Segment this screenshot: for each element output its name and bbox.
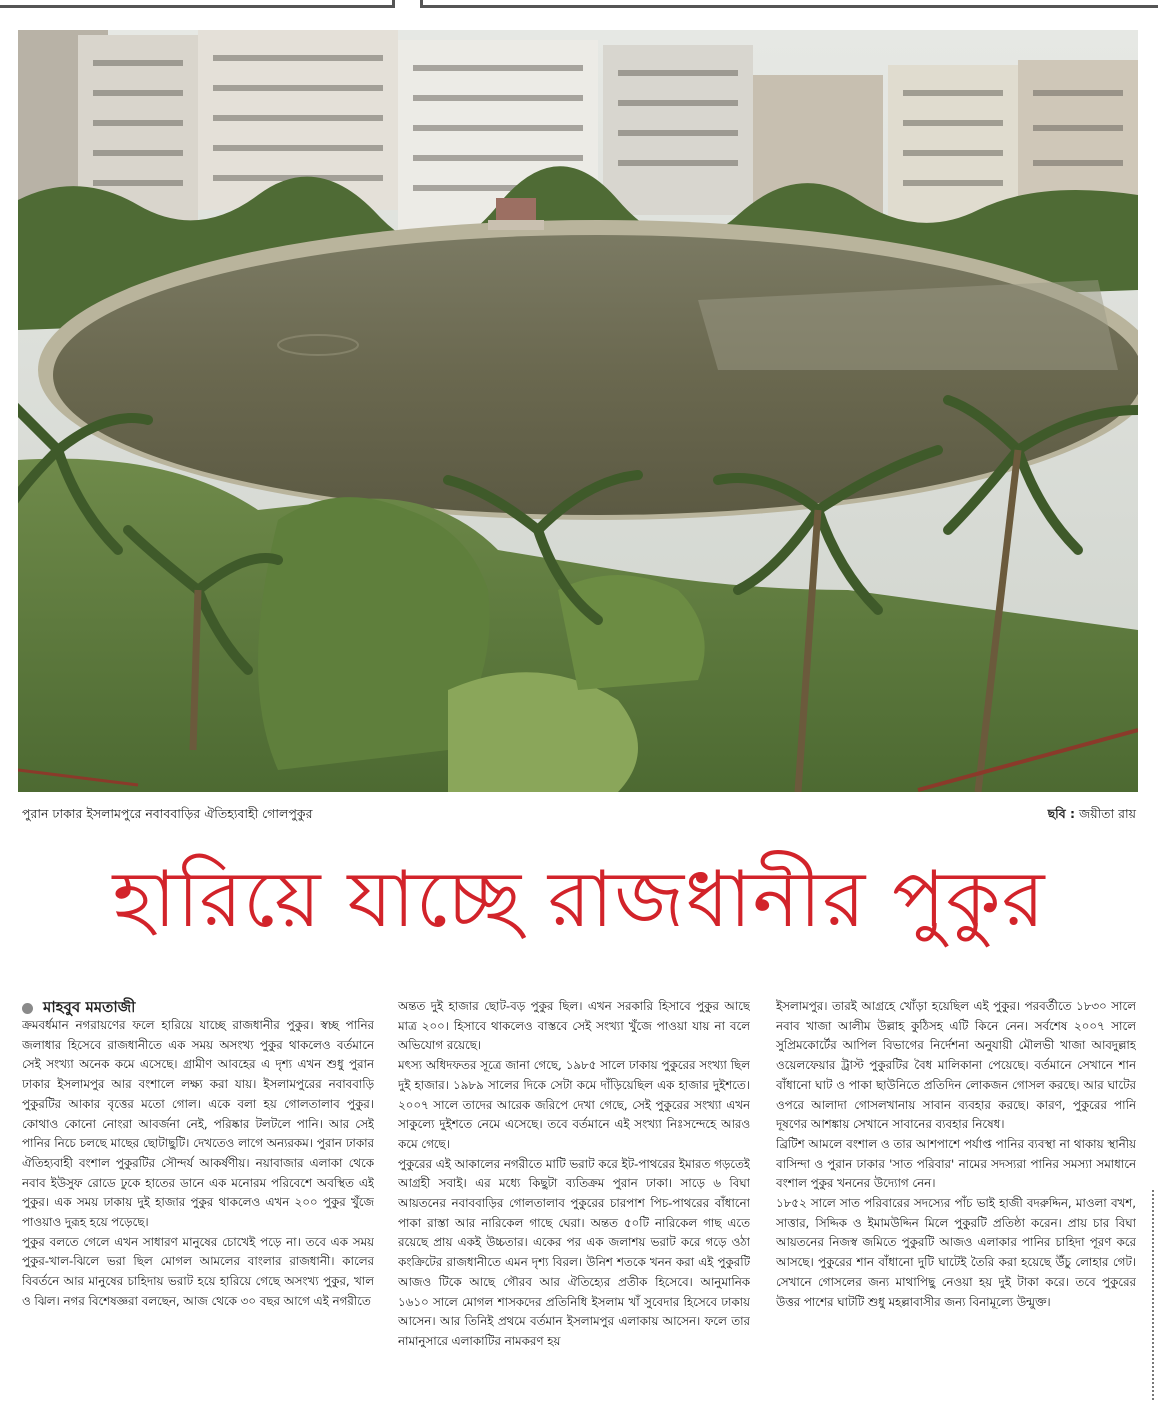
frame-left-bracket <box>0 0 395 8</box>
byline-author: মাহবুব মমতাজী <box>43 998 136 1016</box>
frame-right-bracket <box>420 0 1158 8</box>
paragraph: পুকুরের এই আকালের নগরীতে মাটি ভরাট করে ইট-পাথরের ইমারত গড়তেই আগ্রহী সবাই। এর মধ্যে কিছুটা ব্যতিক্রম পুরান ঢাকা। সাড়ে ৬ বিঘা আয়তনের নবাববাড়ির গোলতালাব পুকুরের চারপাশ পিচ-পাথরের বাঁধানো পাকা রাস্তা আর নারিকেল গাছে ঘেরা। অন্তত ৫০টি নারিকেল গাছ এতে রয়েছে প্রায় একই উচ্চতার। একের পর এক জলাশয় ভরাট করে গড়ে ওঠা কংক্রিটের রাজধানীতে এমন দৃশ্য বিরল। উনিশ শতকে খনন করা এই পুকুরটি আজও টিকে আছে গৌরব আর ঐতিহ্যের প্রতীক হিসেবে। আনুমানিক ১৬১০ সালে মোগল শাসকদের প্রতিনিধি ইসলাম খাঁ সুবেদার হিসেবে ঢাকায় আসেন। আর তিনিই প্রথমে বর্তমান ইসলামপুর এলাকায় আসেন। ফলে তার নামানুসারে এলাকাটির নামকরণ হয় <box>398 1156 750 1348</box>
photo-caption: পুরান ঢাকার ইসলামপুরে নবাববাড়ির ঐতিহ্যবাহী গোলপুকুর <box>22 806 313 821</box>
page-top-frame <box>0 0 1158 12</box>
photo-credit <box>1048 806 1136 826</box>
paragraph: পুকুর বলতে গেলে এখন সাধারণ মানুষের চোখেই পড়ে না। তবে এক সময় পুকুর-খাল-ঝিলে ভরা ছিল মোগল আমলের বাংলার রাজধানী। কালের বিবর্তনে আর মানুষের চাহিদায় ভরাট হয়ে হারিয়ে গেছে অসংখ্য পুকুর, খাল ও ঝিল। নগর বিশেষজ্ঞরা বলছেন, আজ থেকে ৩০ বছর আগে এই নগরীতে <box>22 1234 374 1308</box>
paragraph: ব্রিটিশ আমলে বংশাল ও তার আশপাশে পর্যাপ্ত পানির ব্যবস্থা না থাকায় স্থানীয় বাসিন্দা ও পুরান ঢাকার 'সাত পরিবার' নামের সদস্যরা পানির সমস্যা সমাধানে বংশাল পুকুর খননের উদ্যোগ নেন। <box>776 1136 1136 1191</box>
byline-bullet-icon <box>22 1003 33 1014</box>
photo-credit-name: জয়ীতা রায় <box>1079 806 1136 821</box>
article-headline: হারিয়ে যাচ্ছে রাজধানীর পুকুর <box>112 855 1046 945</box>
article-column-3 <box>776 997 1136 1397</box>
paragraph: ১৮৫২ সালে সাত পরিবারের সদস্যের পাঁচ ভাই হাজী বদরুদ্দিন, মাওলা বখশ, সাত্তার, সিদ্দিক ও ইমামউদ্দিন মিলে পুকুরটি প্রতিষ্ঠা করেন। প্রায় চার বিঘা আয়তনের নিজস্ব জমিতে পুকুরটি আজও এলাকার পানির চাহিদা পূরণ করে আসছে। পুকুরের শান বাঁধানো দুটি ঘাটেই তৈরি করা হয়েছে উঁচু লোহার গেট। সেখানে গোসলের জন্য মাথাপিছু নেওয়া হয় দুই টাকা করে। তবে পুকুরের উত্তর পাশের ঘাটটি শুধু মহল্লাবাসীর জন্য বিনামূল্যে উন্মুক্ত। <box>776 1196 1136 1309</box>
paragraph: মৎস্য অধিদফতর সূত্রে জানা গেছে, ১৯৮৫ সালে ঢাকায় পুকুরের সংখ্যা ছিল দুই হাজার। ১৯৮৯ সালের দিকে সেটা কমে দাঁড়িয়েছিল এক হাজার দুইশতে। ২০০৭ সালে তাদের আরেক জরিপে দেখা গেছে, সেই পুকুরের সংখ্যা এখন সাকুল্যে দুইশতে নেমে এসেছে। তবে বর্তমানে এই সংখ্যা নিঃসন্দেহে আরও কমে গেছে। <box>398 1058 750 1151</box>
paragraph: ইসলামপুর। তারই আগ্রহে খোঁড়া হয়েছিল এই পুকুর। পরবর্তীতে ১৮৩০ সালে নবাব খাজা আলীম উল্লাহ কুঠিসহ এটি কিনে নেন। সর্বশেষ ২০০৭ সালে সুপ্রিমকোর্টের আপিল বিভাগের নির্দেশনা অনুযায়ী মৌলভী খাজা আবদুল্লাহ ওয়েলফেয়ার ট্রাস্ট পুকুরটির বৈধ মালিকানা পেয়েছে। বর্তমানে সেখানে শান বাঁধানো ঘাট ও পাকা ছাউনিতে প্রতিদিন লোকজন গোসল করছে। আর ঘাটের ওপরে আলাদা গোসলখানায় সাবান ব্যবহার করছে। কারণ, পুকুরের পানি দূষণের আশঙ্কায় সেখানে সাবানের ব্যবহার নিষেধ। <box>776 999 1136 1132</box>
article-column-2 <box>398 997 750 1397</box>
paragraph: অন্তত দুই হাজার ছোট-বড় পুকুর ছিল। এখন সরকারি হিসাবে পুকুর আছে মাত্র ২০০। হিসাবে থাকলেও বাস্তবে সেই সংখ্যা খুঁজে পাওয়া যায় না বলে অভিযোগ রয়েছে। <box>398 999 750 1053</box>
pond-photo-illustration <box>18 30 1138 792</box>
pond-photo <box>18 30 1138 792</box>
article-column-1 <box>22 1016 374 1396</box>
page-edge-dotted-rule <box>1152 1190 1154 1400</box>
photo-credit-label: ছবি : <box>1047 806 1076 821</box>
paragraph: ক্রমবর্ধমান নগরায়ণের ফলে হারিয়ে যাচ্ছে রাজধানীর পুকুর। স্বচ্ছ পানির জলাধার হিসেবে রাজধানীতে এক সময় অসংখ্য পুকুর থাকলেও বর্তমানে সেই সংখ্যা অনেক কমে এসেছে। গ্রামীণ আবহের এ দৃশ্য এখন শুধু পুরান ঢাকার ইসলামপুর আর বংশালে লক্ষ্য করা যায়। ইসলামপুরের নবাববাড়ি পুকুরটির আকার বৃত্তের মতো গোল। একে বলা হয় গোলতালাব পুকুর। কোথাও কোনো নোংরা আবর্জনা নেই, পরিষ্কার টলটলে পানি। আর সেই পানির নিচে চলছে মাছের ছোটাছুটি। দেখতেও লাগে অন্যরকম। পুরান ঢাকার ঐতিহ্যবাহী বংশাল পুকুরটির সৌন্দর্য আকর্ষণীয়। নয়াবাজার এলাকা থেকে নবাব ইউসুফ রোডে ঢুকে হাতের ডানে এক মনোরম পরিবেশে অবস্থিত এই পুকুর। এক সময় ঢাকায় দুই হাজার পুকুর থাকলেও এখন ২০০ পুকুর খুঁজে পাওয়াও দুরূহ হয়ে পড়েছে। <box>22 1018 374 1230</box>
